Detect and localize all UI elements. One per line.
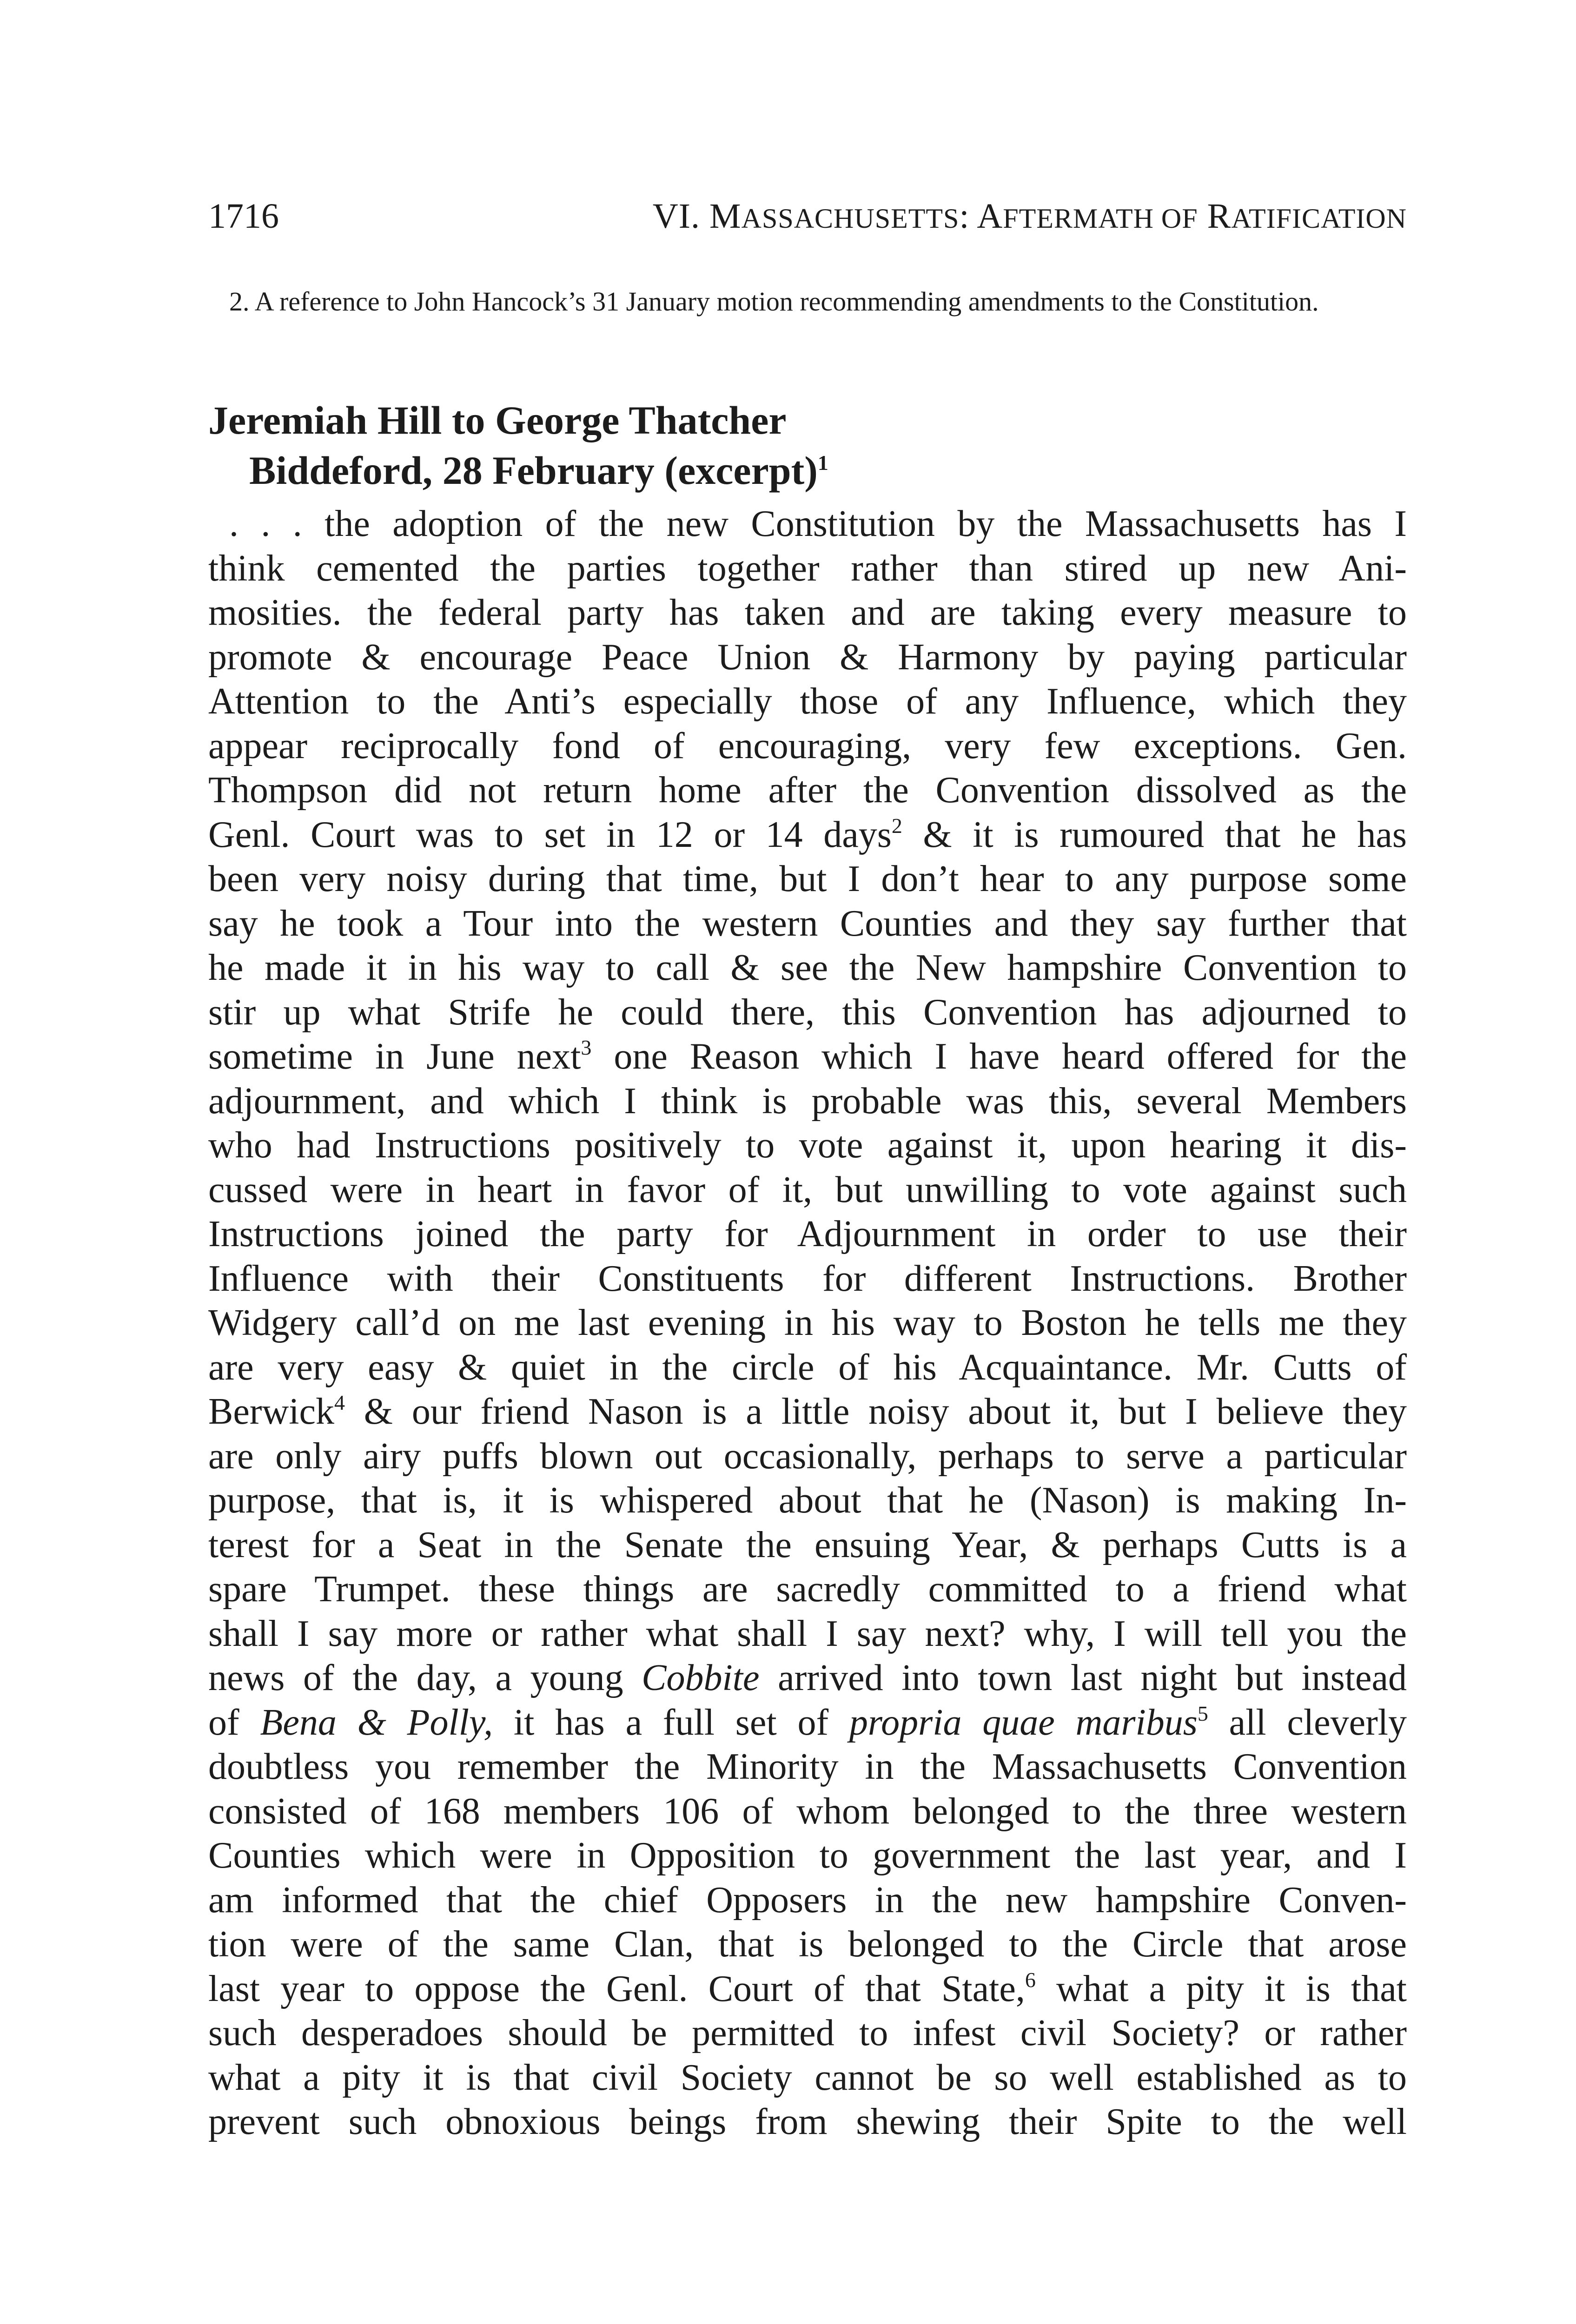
- body-line: such desperadoes should be permitted to infest civil Society? or rather: [208, 2013, 1407, 2053]
- body-line: prevent such obnoxious beings from shewing their Spite to the well: [208, 2101, 1407, 2142]
- body-line: Widgery call’d on me last evening in his way to Boston he tells me they: [208, 1302, 1407, 1343]
- body-line: stir up what Strife he could there, this Convention has adjourned to: [208, 991, 1407, 1033]
- body-line: mosities. the federal party has taken and are taking every measure to: [208, 592, 1407, 633]
- body-line: Influence with their Constituents for different Instructions. Brother: [208, 1258, 1407, 1299]
- body-line: appear reciprocally fond of encouraging, very few exceptions. Gen.: [208, 725, 1407, 766]
- body-line: what a pity it is that civil Society cannot be so well established as to: [208, 2057, 1407, 2098]
- footnote-marker: 6: [1025, 1967, 1036, 1992]
- body-line: consisted of 168 members 106 of whom belonged to the three western: [208, 1790, 1407, 1832]
- footnote-marker: 2: [891, 813, 902, 838]
- body-line: tion were of the same Clan, that is belonged to the Circle that arose: [208, 1924, 1407, 1965]
- document-dateline: Biddeford, 28 February (excerpt)$^1$: [249, 448, 828, 493]
- footnote-continuation: 2. A reference to John Hancock’s 31 January motion recommending amendments to the Constitution.: [229, 286, 1319, 317]
- document-title: Jeremiah Hill to George Thatcher: [208, 398, 787, 442]
- body-line: news of the day, a young Cobbite arrived into town last night but instead: [208, 1657, 1407, 1698]
- footnote-marker: 3: [581, 1036, 592, 1059]
- body-line: say he took a Tour into the western Counties and they say further that: [208, 903, 1407, 944]
- body-line: Instructions joined the party for Adjournment in order to use their: [208, 1214, 1407, 1254]
- body-line: am informed that the chief Opposers in the new hampshire Conven-: [208, 1879, 1407, 1921]
- footnote-marker: 4: [334, 1391, 345, 1414]
- letter-body: [208, 502, 1407, 2145]
- body-line: adjournment, and which I think is probable was this, several Members: [208, 1080, 1407, 1122]
- body-line: are very easy & quiet in the circle of his Acquaintance. Mr. Cutts of: [208, 1347, 1407, 1388]
- body-line: sometime in June next$^3$ one Reason which I have heard offered for the: [208, 1036, 1407, 1077]
- body-line: terest for a Seat in the Senate the ensuing Year, & perhaps Cutts is a: [208, 1524, 1407, 1565]
- footnote-marker: 5: [1197, 1701, 1208, 1725]
- body-line: Counties which were in Opposition to government the last year, and I: [208, 1835, 1407, 1876]
- body-line: Berwick$^4$ & our friend Nason is a little noisy about it, but I believe they: [208, 1391, 1407, 1432]
- running-head: [208, 191, 1407, 242]
- body-line: who had Instructions positively to vote against it, upon hearing it dis-: [208, 1125, 1407, 1166]
- footnote-marker: 1: [817, 451, 828, 475]
- body-line: cussed were in heart in favor of it, but unwilling to vote against such: [208, 1169, 1407, 1210]
- body-line: last year to oppose the Genl. Court of that State,$^6$ what a pity it is that: [208, 1967, 1407, 2009]
- body-line: of Bena & Polly, it has a full set of propria quae maribus$^5$ all cleverly: [208, 1701, 1407, 1743]
- body-line: purpose, that is, it is whispered about that he (Nason) is making In-: [208, 1480, 1407, 1521]
- body-line: he made it in his way to call & see the New hampshire Convention to: [208, 947, 1407, 988]
- document-heading: [208, 395, 828, 495]
- body-line: Thompson did not return home after the Convention dissolved as the: [208, 770, 1407, 811]
- body-line: Attention to the Anti’s especially those of any Influence, which they: [208, 681, 1407, 722]
- body-line: are only airy puffs blown out occasionally, perhaps to serve a particular: [208, 1435, 1407, 1477]
- body-line: promote & encourage Peace Union & Harmony by paying particular: [208, 636, 1407, 678]
- body-line: been very noisy during that time, but I don’t hear to any purpose some: [208, 858, 1407, 899]
- body-line: doubtless you remember the Minority in the Massachusetts Convention: [208, 1746, 1407, 1787]
- body-line: shall I say more or rather what shall I say next? why, I will tell you the: [208, 1613, 1407, 1654]
- body-line: . . . the adoption of the new Constitution by the Massachusetts has I: [229, 503, 1407, 544]
- page-number: 1716: [208, 197, 279, 236]
- body-line: spare Trumpet. these things are sacredly committed to a friend what: [208, 1569, 1407, 1610]
- body-line: think cemented the parties together rather than stired up new Ani-: [208, 548, 1407, 589]
- body-line: Genl. Court was to set in 12 or 14 days$^2$ & it is rumoured that he has: [208, 813, 1407, 855]
- section-title: VI. MASSACHUSETTS: AFTERMATH OF RATIFICATION: [652, 197, 1407, 236]
